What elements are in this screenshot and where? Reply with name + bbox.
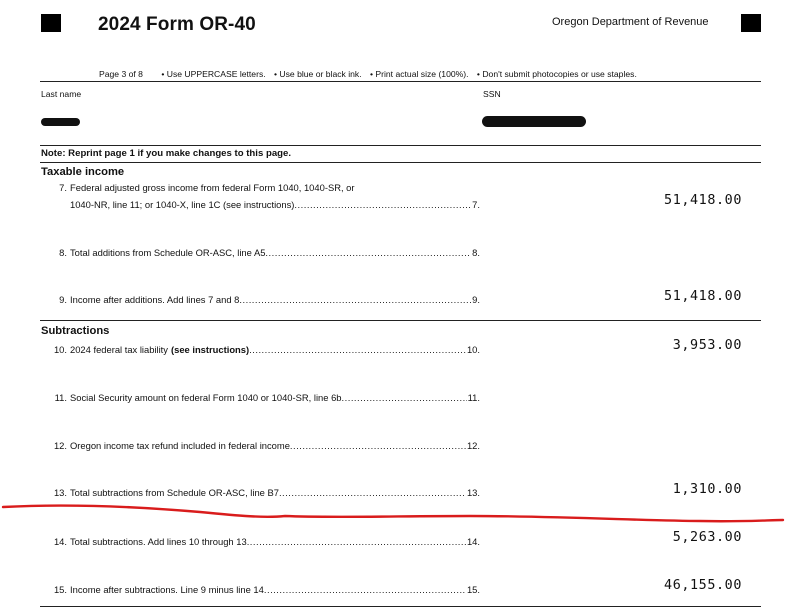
line-description: Social Security amount on federal Form 1040 or 1040-SR, line 6b — [70, 392, 342, 403]
line-description: Total additions from Schedule OR-ASC, line A5 — [70, 247, 266, 258]
line-number: 14. — [53, 536, 67, 547]
section-subtractions: Subtractions — [41, 325, 110, 337]
line-description: Total subtractions. Add lines 10 through 13 — [70, 536, 247, 547]
agency-name: Oregon Department of Revenue — [552, 16, 709, 28]
line-number: 10. — [53, 344, 67, 355]
line-ref: 8. — [472, 247, 480, 258]
line-description: 2024 federal tax liability — [70, 344, 168, 355]
instruction-item: Use UPPERCASE letters. — [166, 69, 266, 79]
see-instructions-link: (see instructions) — [170, 344, 250, 355]
instruction-item: Use blue or black ink. — [279, 69, 362, 79]
line-description: Oregon income tax refund included in federal income — [70, 440, 290, 451]
page-number: Page 3 of 8 — [99, 69, 143, 79]
line-description: Federal adjusted gross income from federal Form 1040, 1040-SR, or — [70, 182, 355, 193]
amount-line-14[interactable]: 5,263.00 — [672, 530, 742, 545]
line-number: 13. — [53, 487, 67, 498]
line-number: 11. — [54, 392, 67, 403]
line-description: Total subtractions from Schedule OR-ASC, line B7 — [70, 487, 279, 498]
line-ref: 13. — [466, 487, 480, 498]
line-number: 12. — [53, 440, 67, 451]
annotation-stroke — [3, 506, 783, 522]
line-ref: 11. — [467, 392, 480, 403]
instruction-item: Don't submit photocopies or use staples. — [482, 69, 637, 79]
line-ref: 10. — [466, 344, 480, 355]
line-number: 9. — [59, 294, 67, 305]
amount-line-7[interactable]: 51,418.00 — [664, 193, 742, 208]
line-number: 8. — [59, 247, 67, 258]
line-number: 15. — [53, 584, 67, 595]
reprint-note: Note: Reprint page 1 if you make changes to this page. — [41, 148, 292, 159]
line-description: Income after additions. Add lines 7 and 8 — [70, 294, 240, 305]
section-taxable-income: Taxable income — [41, 166, 125, 178]
line-description: 1040-NR, line 11; or 1040-X, line 1C (see instructions) — [70, 199, 295, 210]
amount-line-15[interactable]: 46,155.00 — [664, 578, 742, 593]
line-ref: 9. — [472, 294, 480, 305]
instructions-bar: Page 3 of 8 • Use UPPERCASE letters. • Use blue or black ink. • Print actual size (100%). • Don't submit photocopies or use staples. — [99, 69, 637, 79]
amount-line-9[interactable]: 51,418.00 — [664, 289, 742, 304]
line-ref: 14. — [466, 536, 480, 547]
form-title: 2024 Form OR-40 — [98, 14, 256, 35]
ssn-label: SSN — [483, 89, 501, 99]
line-ref: 15. — [466, 584, 480, 595]
instruction-item: Print actual size (100%). — [375, 69, 469, 79]
amount-line-13[interactable]: 1,310.00 — [672, 482, 742, 497]
line-ref: 12. — [466, 440, 480, 451]
last-name-label: Last name — [41, 89, 82, 99]
amount-line-10[interactable]: 3,953.00 — [672, 338, 742, 353]
line-ref: 7. — [472, 199, 480, 210]
line-number: 7. — [59, 182, 67, 193]
line-description: Income after subtractions. Line 9 minus line 14 — [70, 584, 264, 595]
